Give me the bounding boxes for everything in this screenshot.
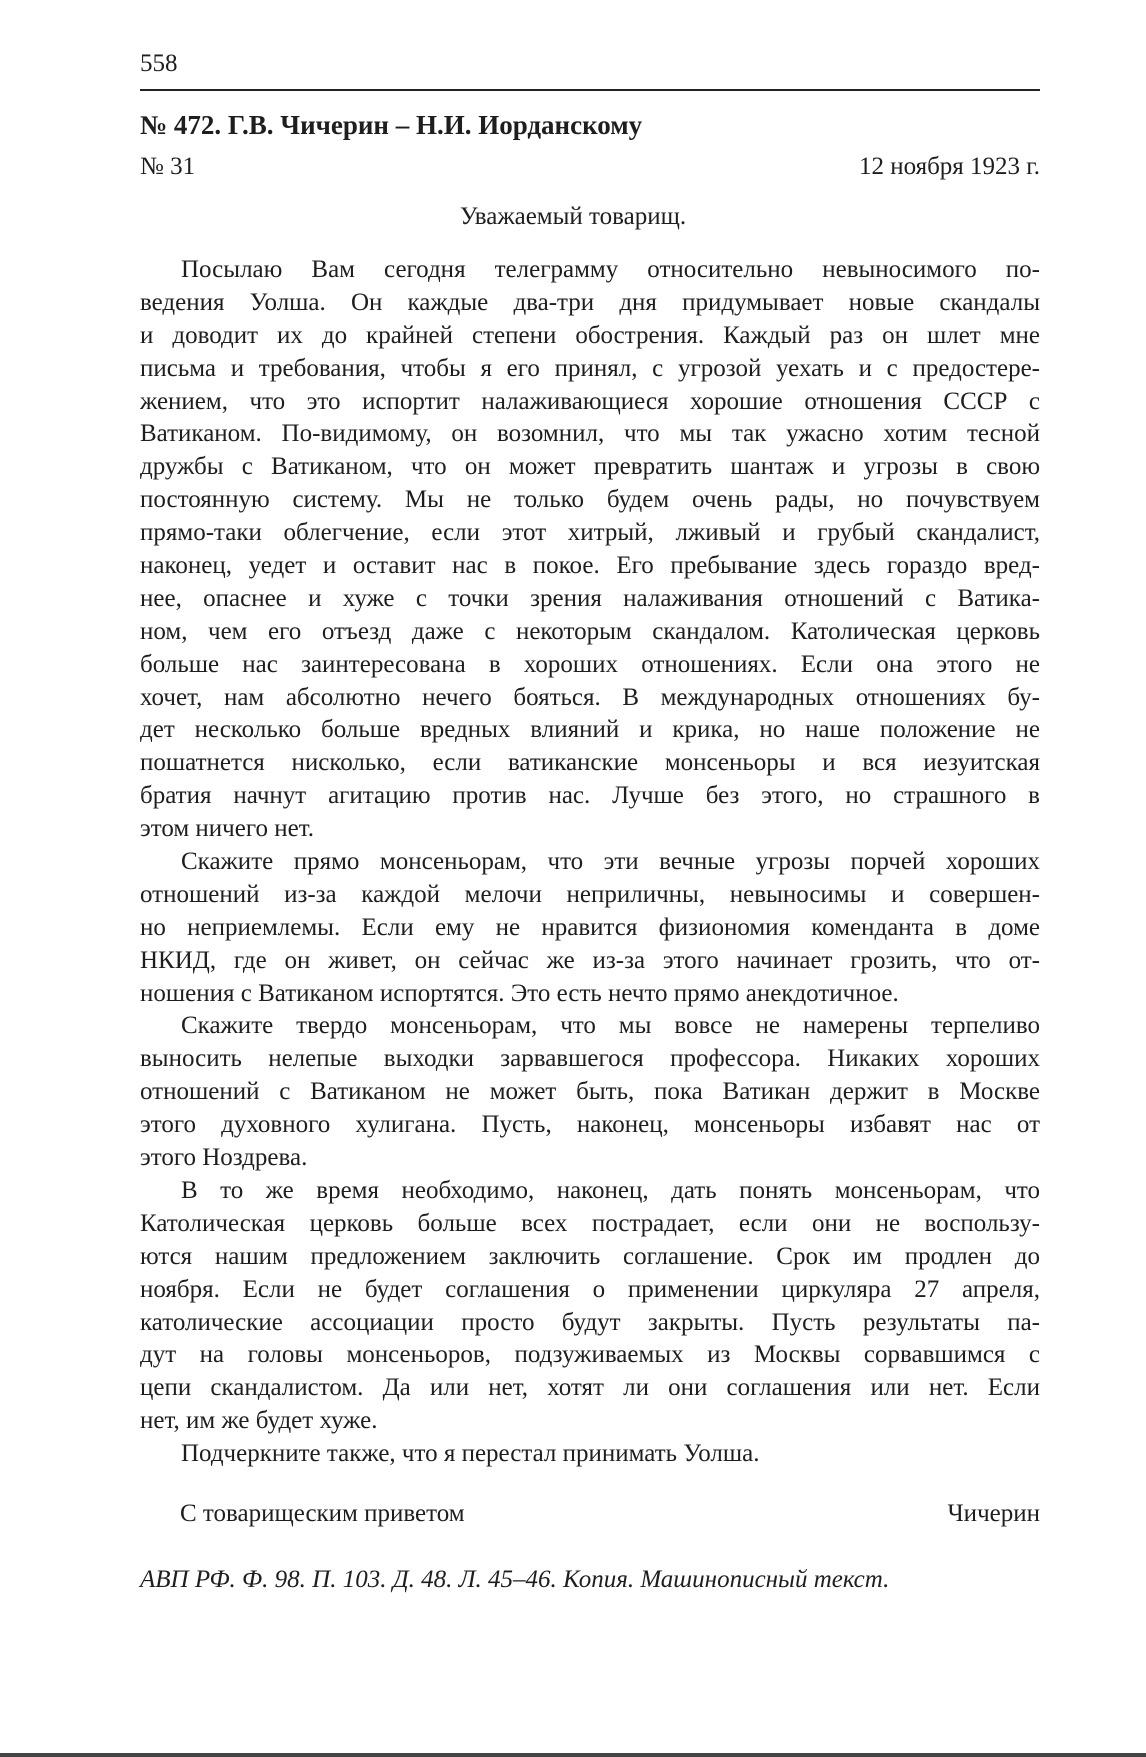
text-line: этого Ноздрева. <box>140 1144 308 1172</box>
text-line: ются нашим предложением заключить соглашение. Срок им продлен до <box>140 1242 1040 1270</box>
letter-body <box>140 254 1040 1471</box>
page-number: 558 <box>140 50 178 77</box>
text-line: нет, им же будет хуже. <box>140 1407 378 1435</box>
text-line: Ватиканом. По-видимому, он возомнил, что мы так ужасно хотим тесной <box>140 420 1040 448</box>
text-line: пошатнется нисколько, если ватиканские монсеньоры и вся иезуитская <box>140 749 1040 777</box>
text-line: выносить нелепые выходки зарвавшегося профессора. Никаких хороших <box>140 1045 1040 1073</box>
text-line: но неприемлемы. Если ему не нравится физиономия коменданта в доме <box>140 913 1040 941</box>
paragraph <box>140 1438 1040 1471</box>
text-line: НКИД, где он живет, он сейчас же из-за этого начинает грозить, что от- <box>140 946 1040 974</box>
paragraph <box>140 1010 1040 1174</box>
text-line: Католическая церковь больше всех пострадает, если они не воспользу- <box>140 1209 1040 1237</box>
text-line: Посылаю Вам сегодня телеграмму относительно невыносимого по- <box>181 256 1040 283</box>
text-line: письма и требования, чтобы я его принял, с угрозой уехать и с предостере- <box>140 354 1040 382</box>
text-line: и доводит их до крайней степени обострения. Каждый раз он шлет мне <box>140 321 1040 349</box>
page-bottom-edge <box>0 1753 1146 1757</box>
text-line: ном, чем его отъезд даже с некоторым скандалом. Католическая церковь <box>140 617 1040 645</box>
text-line: братия начнут агитацию против нас. Лучше без этого, но страшного в <box>140 782 1040 810</box>
text-line: прямо-таки облегчение, если этот хитрый, лживый и грубый скандалист, <box>140 519 1040 547</box>
closing: С товарищеским приветом <box>180 1500 465 1527</box>
text-line: этого духовного хулигана. Пусть, наконец, монсеньоры избавят нас от <box>140 1111 1040 1139</box>
header-rule <box>140 89 1040 91</box>
text-line: больше нас заинтересована в хороших отношениях. Если она этого не <box>140 650 1040 678</box>
text-line: Скажите прямо монсеньорам, что эти вечные угрозы порчей хороших <box>181 848 1040 876</box>
text-line: постоянную систему. Мы не только будем очень рады, но почувствуем <box>140 486 1040 514</box>
paragraph <box>140 254 1040 846</box>
paragraph <box>140 846 1040 1010</box>
text-line: дружбы с Ватиканом, что он может превратить шантаж и угрозы в свою <box>140 453 1040 481</box>
text-line: католические ассоциации просто будут закрыты. Пусть результаты па- <box>140 1308 1040 1336</box>
text-line: нее, опаснее и хуже с точки зрения налаживания отношений с Ватика- <box>140 584 1040 612</box>
archival-source: АВП РФ. Ф. 98. П. 103. Д. 48. Л. 45–46. Копия. Машинописный текст. <box>140 1566 890 1593</box>
document-date: 12 ноября 1923 г. <box>858 153 1040 180</box>
text-line: отношений с Ватиканом не может быть, пока Ватикан держит в Москве <box>140 1078 1040 1106</box>
text-line: ведения Уолша. Он каждые два-три дня придумывает новые скандалы <box>140 288 1040 316</box>
text-line: В то же время необходимо, наконец, дать понять монсеньорам, что <box>181 1176 1040 1204</box>
signature: Чичерин <box>947 1500 1040 1527</box>
document-number: № 31 <box>140 153 196 180</box>
text-line: Подчеркните также, что я перестал принимать Уолша. <box>181 1440 760 1468</box>
text-line: ношения с Ватиканом испортятся. Это есть нечто прямо анекдотичное. <box>140 979 899 1007</box>
text-line: ноября. Если не будет соглашения о применении циркуляра 27 апреля, <box>140 1275 1040 1303</box>
text-line: Скажите твердо монсеньорам, что мы вовсе не намерены терпеливо <box>181 1012 1040 1040</box>
paragraph <box>140 1175 1040 1438</box>
greeting: Уважаемый товарищ. <box>459 203 687 230</box>
text-line: отношений из-за каждой мелочи неприличны, невыносимы и совершен- <box>140 880 1040 908</box>
text-line: дут на головы монсеньоров, подзуживаемых из Москвы сорвавшимся с <box>140 1341 1040 1369</box>
document-title: № 472. Г.В. Чичерин – Н.И. Иорданскому <box>140 110 643 140</box>
text-line: дет несколько больше вредных влияний и крика, но наше положение не <box>140 716 1040 744</box>
text-line: жением, что это испортит налаживающиеся хорошие отношения СССР с <box>140 387 1040 415</box>
text-line: хочет, нам абсолютно нечего бояться. В международных отношениях бу- <box>140 683 1040 711</box>
text-line: этом ничего нет. <box>140 815 314 843</box>
text-line: цепи скандалистом. Да или нет, хотят ли они соглашения или нет. Если <box>140 1374 1040 1402</box>
text-line: наконец, уедет и оставит нас в покое. Его пребывание здесь гораздо вред- <box>140 552 1040 580</box>
